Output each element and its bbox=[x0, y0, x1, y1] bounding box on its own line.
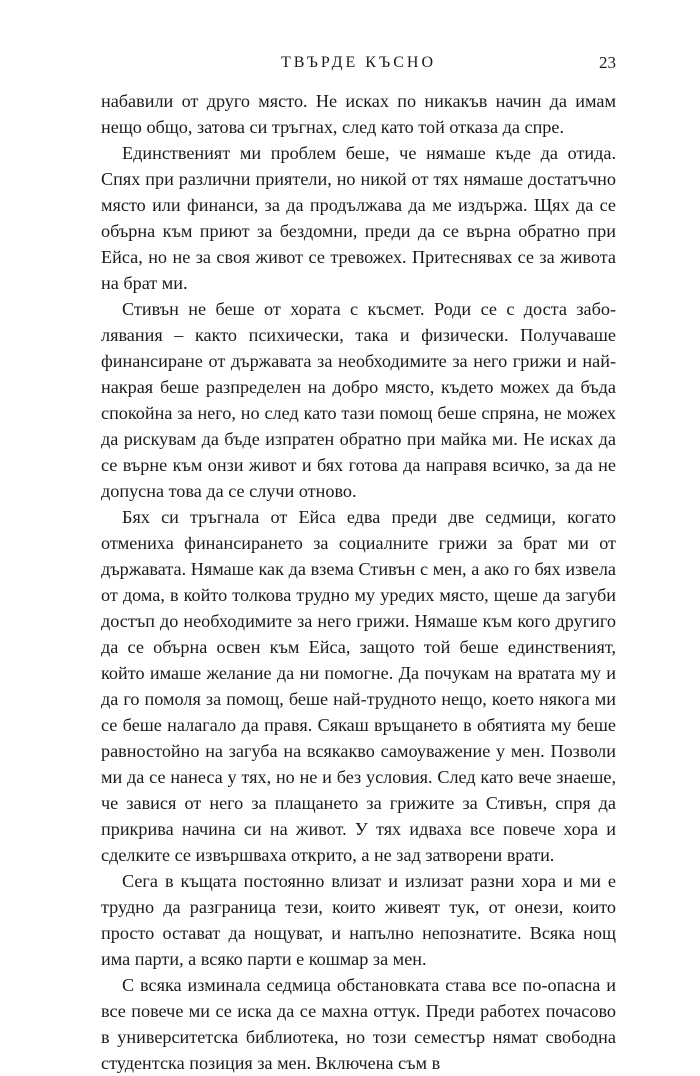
paragraph: С всяка изминала седмица обстановката става все по-опасна и все повече ми се иска да се махна оттук. Преди работех почасово в университетска библиотека, но този семестър нямат свободна студентска позиция за мен. Включена съм в bbox=[101, 975, 616, 1073]
running-header bbox=[101, 50, 616, 76]
paragraph: Бях си тръгнала от Ейса едва преди две седмици, когато отмениха финансирането за социалните грижи за брат ми от държавата. Нямаше как да взема Стивън с мен, а ако го бях извела от дома, в който толкова трудно му уредих място, щеше да загуби достъп до необходимите за него грижи. Нямаше към кого другиго да се обърна освен към Ейса, защото той беше единственият, който имаше желание да ни помогне. Да почукам на вратата му и да го помоля за помощ, беше най-трудното нещо, което някога ми се беше налагало да правя. Сякаш връщането в обятията му беше равностойно на загуба на всякакво самоуважение у мен. Позволи ми да се нанеса у тях, но не и без условия. След като вече знаеше, че завися от него за плащането за грижите за Стивън, спря да прикрива начина си на живот. У тях идваха все повече хора и сделките се извършваха открито, а не зад затворени врати. bbox=[101, 507, 616, 865]
paragraph: Сега в къщата постоянно влизат и излизат разни хора и ми е трудно да разграница тези, които живеят тук, от онези, които просто остават да нощуват, и напълно непознатите. Всяка нощ има парти, а всяко парти е кошмар за мен. bbox=[101, 871, 616, 969]
page-number: 23 bbox=[599, 53, 616, 72]
paragraph: Стивън не беше от хората с късмет. Роди се с доста заболявания – както психически, така и физически. Получаваше финансиране от държавата за необходимите за него грижи и най-накрая беше разпределен на добро място, където можех да бъда спокойна за него, но след като тази помощ беше спряна, не можех да рискувам да бъде изпратен обратно при майка ми. Не исках да се върне към онзи живот и бях готова да направя всичко, за да не допусна това да се случи отново. bbox=[101, 299, 616, 501]
paragraph: набавили от друго място. Не исках по никакъв начин да имам нещо общо, затова си тръгнах, след като той отказа да спре. bbox=[101, 91, 616, 137]
running-title: ТВЪРДЕ КЪСНО bbox=[280, 54, 437, 71]
paragraph: Единственият ми проблем беше, че нямаше къде да отида. Спях при различни приятели, но никой от тях нямаше достатъчно място или финанси, за да продължава да ме издържа. Щях да се обърна към приют за бездомни, преди да се върна обратно при Ейса, но не за своя живот се тревожех. Притеснявах се за живота на брат ми. bbox=[101, 143, 616, 293]
body-text bbox=[101, 88, 616, 1076]
